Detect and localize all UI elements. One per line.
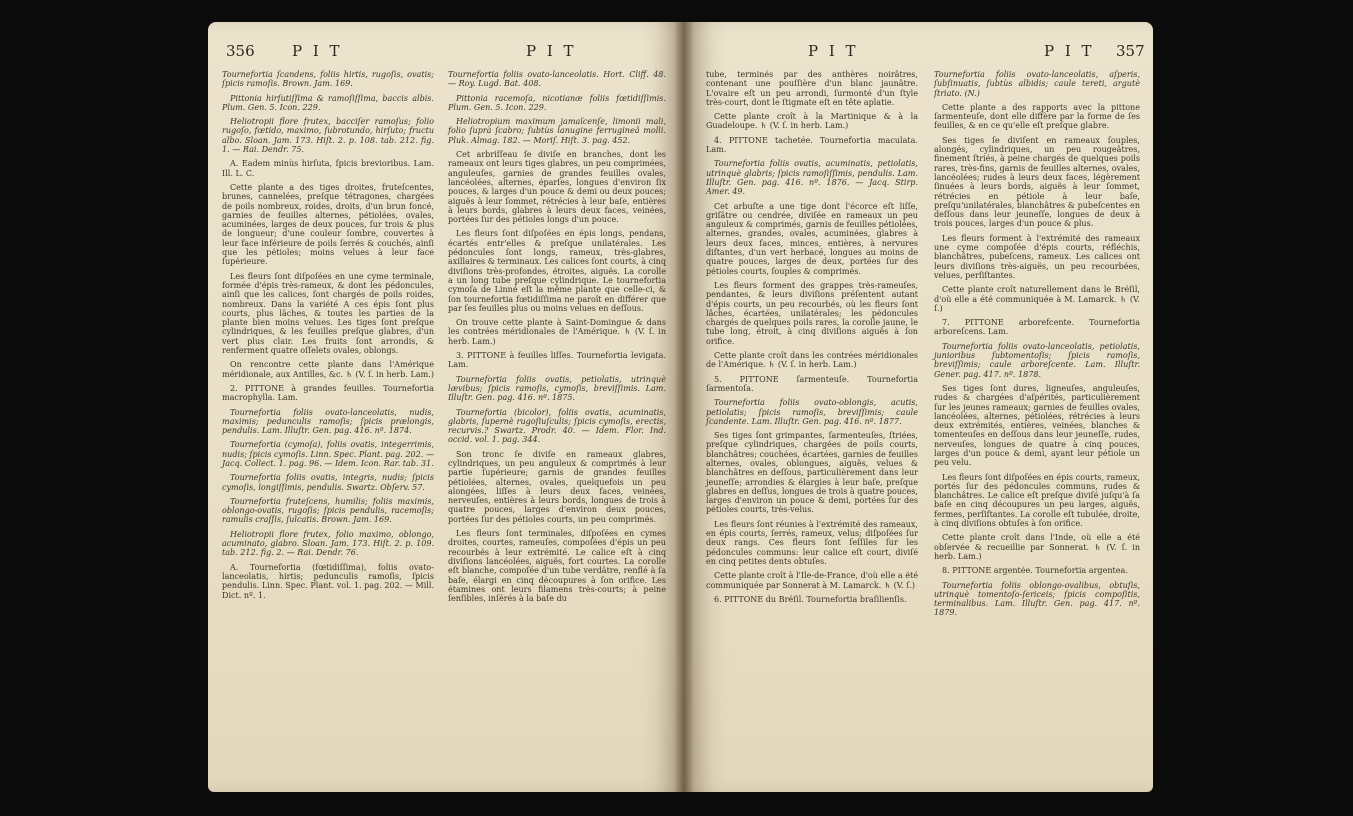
paragraph: Les fleurs ſont terminales, diſpoſées en cymes droites, courtes, rameuſes, compoſées d'épis un peu recourbés à leur extrémité. Le calice eſt à cinq diviſions lancéolées, aiguës, fort courtes. La corolle eſt blanche, compoſée d'un tube verdâtre, renflé à ſa baſe, élargi en cinq découpures à ſon orifice. Les étamines ont leurs filamens très-courts; à peine ſenſibles, inſérés à la baſe du bbox=[448, 529, 666, 604]
paragraph: Tournefortia (bicolor), foliis ovatis, acuminatis, glabris, ſupernè rugoſiuſculis; ſpicis cymoſis, erectis, recurvis.? Swartz. Prodr. 40. — Idem. Flor. Ind. occid. vol. 1. pag. 344. bbox=[448, 407, 666, 445]
paragraph: Tournefortia (cymoſa), foliis ovatis, integerrimis, nudis; ſpicis cymoſis. Linn. Spec. Plant. pag. 202. — Jacq. Collect. 1. pag. 96. — Idem. Icon. Rar. tab. 31. bbox=[222, 440, 434, 468]
paragraph: 3. PITTONE à feuilles liſſes. Tournefortia levigata. Lam. bbox=[448, 351, 666, 370]
paragraph: On trouve cette plante à Saint-Domingue & dans les contrées méridionales de l'Amérique. ♄ (V. ſ. in herb. Lam.) bbox=[448, 318, 666, 346]
paragraph: Ses tiges ſe diviſent en rameaux ſouples, alongés, cylindriques, un peu rougeâtres, finement ſtriés, à peine chargés de quelques poils rares, très-fins, garnis de feuilles alternes, ovales, lancéolées; rudes à leurs deux faces, légèrement ſinuées à leurs bords, aiguës à leur ſommet, rétrécies en pétiole à leur baſe, preſqu'unilatérales, blanchâtres & pubeſcentes en deſſous dans leur jeuneſſe, longues de deux à trois pouces, larges d'un pouce & plus. bbox=[934, 135, 1140, 229]
paragraph: Pittonia hirſutiſſima & ramoſiſſima, baccis albis. Plum. Gen. 5. Icon. 229. bbox=[222, 93, 434, 112]
paragraph: Cette plante croît dans les contrées méridionales de l'Amérique. ♄ (V. ſ. in herb. Lam.) bbox=[706, 351, 918, 370]
paragraph: On rencontre cette plante dans l'Amérique méridionale, aux Antilles, &c. ♄ (V. ſ. in herb. Lam.) bbox=[222, 360, 434, 379]
paragraph: Cette plante croît à l'Ile-de-France, d'où elle a été communiquée par Sonnerat à M. Lamarck. ♄ (V. ſ.) bbox=[706, 571, 918, 590]
paragraph: Cet arbriſſeau ſe diviſe en branches, dont les rameaux ont leurs tiges glabres, un peu comprimées, anguleuſes, garnies de grandes feuilles ovales, lancéolées, alternes, éparſes, longues d'environ ſix pouces, & larges d'un pouce & demi ou deux pouces; aiguës à leur ſommet, rétrécies à leur baſe, entières à leurs bords, glabres à leurs deux faces, veinées, portées ſur des pétioles longs d'un pouce. bbox=[448, 150, 666, 225]
paragraph: Les fleurs ſont diſpoſées en épis courts, rameux, portés ſur des pédoncules communs, rudes & blanchâtres. Le calice eſt preſque diviſé juſqu'à ſa baſe en cinq découpures un peu larges, aiguës, fermes, perſiſtantes. La corolle eſt tubulée, droite, à cinq diviſions obtuſes à ſon orifice. bbox=[934, 472, 1140, 529]
paragraph: Tournefortia foliis ovatis, petiolatis, utrinquè lævibus; ſpicis ramoſis, cymoſis, breviſſimis. Lam. Illuſtr. Gen. pag. 416. nº. 1875. bbox=[448, 374, 666, 403]
paragraph: Heliotropii flore frutex, bacciſer ramoſus; folio rugoſo, fœtido, maximo, ſubrotundo, hirſuto; fructu albo. Sloan. Jam. 173. Hiſt. 2. p. 108. tab. 212. fig. 1. — Rai. Dendr. 75. bbox=[222, 117, 434, 155]
paragraph: Les fleurs forment à l'extrémité des rameaux une cyme compoſée d'épis courts, réfléchis, blanchâtres, pubeſcens, rameux. Les calices ont leurs diviſions très-aiguës, un peu recourbées, velues, perſiſtantes. bbox=[934, 233, 1140, 280]
paragraph: tube, terminés par des anthères noirâtres, contenant une pouſſière d'un blanc jaunâtre. L'ovaire eſt un peu arrondi, ſurmonté d'un ſtyle très-court, dont le ſtigmate eſt en tête aplatie. bbox=[706, 70, 918, 107]
paragraph: Ses tiges ſont dures, ligneuſes, anguleuſes, rudes & chargées d'aſpérités, particulièrement ſur les jeunes rameaux; garnies de feuilles ovales, lancéolées, alternes, pétiolées, rétrécies à leurs deux extrémités, entières, veinées, blanches & tomenteuſes en deſſous dans leur jeuneſſe, rudes, nerveuſes, longues de quatre à cinq pouces, larges d'un pouce & demi, ayant leur pétiole un peu velu. bbox=[934, 383, 1140, 468]
text-column-2 bbox=[448, 70, 666, 608]
paragraph: Les fleurs ſont réunies à l'extrémité des rameaux, en épis courts, ſerrés, rameux, velus; diſpoſées ſur deux rangs. Ces fleurs ſont ſeſſiles ſur les pédoncules communs: leur calice eſt court, diviſé en cinq petites dents obtuſes. bbox=[706, 519, 918, 566]
paragraph: Cette plante a des tiges droites, fruteſcentes, brunes, cannelées, preſque tétragones, chargées de poils nombreux, roides, droits, d'un brun foncé, garnies de feuilles alternes, pétiolées, ovales, acuminées, larges de deux pouces, ſur trois & plus de longueur; d'une couleur ſombre, couvertes à leur face inférieure de poils ſerrés & couchés, ainſi que les pétioles; moins velues à leur face ſupérieure. bbox=[222, 182, 434, 267]
paragraph: 8. PITTONE argentée. Tournefortia argentea. bbox=[942, 566, 1128, 576]
paragraph: Cette plante croît naturellement dans le Bréſil, d'où elle a été communiquée à M. Lamarck. ♄ (V. ſ.) bbox=[934, 285, 1140, 313]
paragraph: Tournefortia foliis ovato-lanceolatis, aſperis, ſubſinuatis, ſubtùs albidis; caule tereti, argutè ſtriato. (N.) bbox=[934, 70, 1140, 98]
right-page bbox=[684, 22, 1153, 792]
text-column-2 bbox=[934, 70, 1140, 623]
paragraph: Heliotropii flore frutex, folio maximo, oblongo, acuminato, glabro. Sloan. Jam. 173. Hiſt. 2. p. 109. tab. 212. fig. 2. — Rai. Dendr. 76. bbox=[222, 529, 434, 558]
paragraph: Tournefortia foliis oblongo-ovalibus, obtuſis, utrinquè tomentoſo-ſericeis; ſpicis compoſitis, terminalibus. Lam. Illuſtr. Gen. pag. 417. nº. 1879. bbox=[934, 580, 1140, 618]
paragraph: Cet arbuſte a une tige dont l'écorce eſt liſſe, griſâtre ou cendrée, diviſée en rameaux un peu anguleux & comprimés, garnis de feuilles pétiolées, alternes, grandes, ovales, acuminées, glabres à leurs deux faces, minces, entières, à nervures diſtantes, d'un vert herbacé, longues au moins de quatre pouces, larges de deux, portées ſur des pétioles courts, ſouples & comprimés. bbox=[706, 201, 918, 276]
page-number: 356 bbox=[226, 42, 255, 60]
paragraph: A. Eadem minùs hirſuta, ſpicis brevioribus. Lam. Ill. L. C. bbox=[222, 159, 434, 178]
running-head: P I T bbox=[1044, 42, 1095, 60]
paragraph: Ses tiges ſont grimpantes, ſarmenteuſes, ſtriées, preſque cylindriques, chargées de poils courts, blanchâtres; couchées, écartées, garnies de feuilles alternes, ovales, oblongues, aiguës, velues & blanchâtres en deſſous, particulièrement dans leur jeuneſſe; arrondies & élargies à leur baſe, preſque glabres en deſſus, longues de trois à quatre pouces, larges d'environ un pouce & demi, portées ſur des pétioles courts, très-velus. bbox=[706, 431, 918, 515]
paragraph: Cette plante croît dans l'Inde, où elle a été obſervée & recueillie par Sonnerat. ♄ (V. ſ. in herb. Lam.) bbox=[934, 533, 1140, 561]
paragraph: Pittonia racemoſa, nicotianæ foliis fœtidiſſimis. Plum. Gen. 5. Icon. 229. bbox=[448, 93, 666, 112]
paragraph: Tournefortia ſcandens, foliis hirtis, rugoſis, ovatis; ſpicis ramoſis. Brown. Jam. 169. bbox=[222, 70, 434, 89]
paragraph: Heliotropium maximum jamaïcenſe, limonii mali, folio ſuprà ſcabro; ſubtùs lanugine ferrugineâ molli. Pluk. Almag. 182. — Moriſ. Hiſt. 3. pag. 452. bbox=[448, 117, 666, 145]
paragraph: Tournefortia foliis ovato-oblongis, acutis, petiolatis; ſpicis ramoſis, breviſſimis; caule ſcandente. Lam. Illuſtr. Gen. pag. 416. nº. 1877. bbox=[706, 398, 918, 426]
paragraph: Les fleurs forment des grappes très-rameuſes, pendantes, & leurs diviſions préſentent autant d'épis courts, un peu recourbés, où les fleurs ſont lâches, écartées, unilatérales; les pédoncules chargés de quelques poils rares, la corolle jaune, le tube long, étroit, à cinq diviſions aiguës à ſon orifice. bbox=[706, 280, 918, 346]
paragraph: 2. PITTONE à grandes feuilles. Tournefortia macrophylla. Lam. bbox=[222, 383, 434, 403]
page-number: 357 bbox=[1116, 42, 1145, 60]
paragraph: A. Tournefortia (fœtidiſſima), foliis ovato-lanceolatis, hirtis; pedunculis ramoſis, ſpicis pendulis. Linn. Spec. Plant. vol. 1. pag. 202. — Mill. Dict. nº. 1. bbox=[222, 562, 434, 600]
paragraph: 5. PITTONE ſarmenteuſe. Tournefortia ſarmentoſa. bbox=[706, 374, 918, 393]
paragraph: Cette plante croît à la Martinique & à la Guadeloupe. ♄ (V. ſ. in herb. Lam.) bbox=[706, 112, 918, 131]
paragraph: 7. PITTONE arborefcente. Tournefortia arboreſcens. Lam. bbox=[934, 318, 1140, 337]
paragraph: Son tronc ſe diviſe en rameaux glabres, cylindriques, un peu anguleux & comprimés à leur partie ſupérieure; garnis de grandes feuilles pétiolées, alternes, ovales, quelquefois un peu alongées, liſſes à leurs deux faces, veinées, nerveuſes, entières à leurs bords, longues de trois à quatre pouces, larges d'environ deux pouces, portées ſur des pétioles courts, un peu comprimés. bbox=[448, 449, 666, 524]
paragraph: Tournefortia fruteſcens, humilis; foliis maximis, oblongo-ovatis, rugoſis; ſpicis pendulis, racemoſis; ramulis craſſis, ſulcatis. Brown. Jam. 169. bbox=[222, 496, 434, 525]
paragraph: Tournefortia foliis ovato-lanceolatis, nudis, maximis; pedunculis ramoſis; ſpicis prælongis, pendulis. Lam. Illuſtr. Gen. pag. 416. nº. 1874. bbox=[222, 407, 434, 436]
paragraph: Tournefortia foliis ovatis, acuminatis, petiolatis, utrinquè glabris; ſpicis ramoſiſſimis, pendulis. Lam. Illuſtr. Gen. pag. 416. nº. 1876. — Jacq. Stirp. Amer. 49. bbox=[706, 159, 918, 197]
paragraph: 4. PITTONE tachetée. Tournefortia maculata. Lam. bbox=[706, 135, 918, 155]
left-page bbox=[208, 22, 684, 792]
running-head: P I T bbox=[808, 42, 859, 60]
paragraph: Tournefortia foliis ovato-lanceolatis, petiolatis, junioribus ſubtomentoſis; ſpicis ramoſis, breviſſimis; caule arboreſcente. Lam. Illuſtr. Gener. pag. 417. nº. 1878. bbox=[934, 341, 1140, 379]
text-column-1 bbox=[706, 70, 918, 609]
running-head: P I T bbox=[292, 42, 343, 60]
paragraph: Cette plante a des rapports avec la pittone ſarmenteuſe, dont elle diffère par la forme de ſes feuilles, & en ce qu'elle eſt preſque glabre. bbox=[934, 102, 1140, 131]
paragraph: Les fleurs ſont diſpoſées en épis longs, pendans, écartés entr'elles & preſque unilatérales. Les pédoncules ſont longs, rameux, très-glabres, axillaires & terminaux. Les calices ſont courts, à cinq diviſions très-profondes, étroites, aiguës. La corolle a un long tube preſque cylindrique. Le tournefortia cymoſa de Linné eſt la même plante que celle-ci, & ſon tournefortia fœtidiſſima ne paroît en différer que par ſes feuilles plus ou moins velues en deſſous. bbox=[448, 229, 666, 313]
open-book bbox=[208, 22, 1153, 806]
paragraph: Tournefortia foliis ovato-lanceolatis. Hort. Cliff. 48. — Roy. Lugd. Bat. 408. bbox=[448, 70, 666, 89]
paragraph: 6. PITTONE du Bréſil. Tournefortia braſilienſis. bbox=[714, 594, 907, 604]
paragraph: Les fleurs ſont diſpoſées en une cyme terminale, formée d'épis très-rameux, & dont les pédoncules, ainſi que les calices, ſont chargés de poils roides, nombreux. Dans la variété A ces épis ſont plus courts, plus lâches, & toutes les parties de la plante bien moins velues. Les tiges ſont preſque cylindriques, & les feuilles preſque glabres, d'un vert plus clair. Les fruits ſont arrondis, & renferment quatre oſſelets ovales, oblongs. bbox=[222, 271, 434, 356]
text-column-1 bbox=[222, 70, 434, 605]
book-gutter bbox=[674, 22, 694, 792]
running-head: P I T bbox=[526, 42, 577, 60]
paragraph: Tournefortia foliis ovatis, integris, nudis; ſpicis cymoſis, longiſſimis, pendulis. Swartz. Obſerv. 57. bbox=[222, 473, 434, 492]
